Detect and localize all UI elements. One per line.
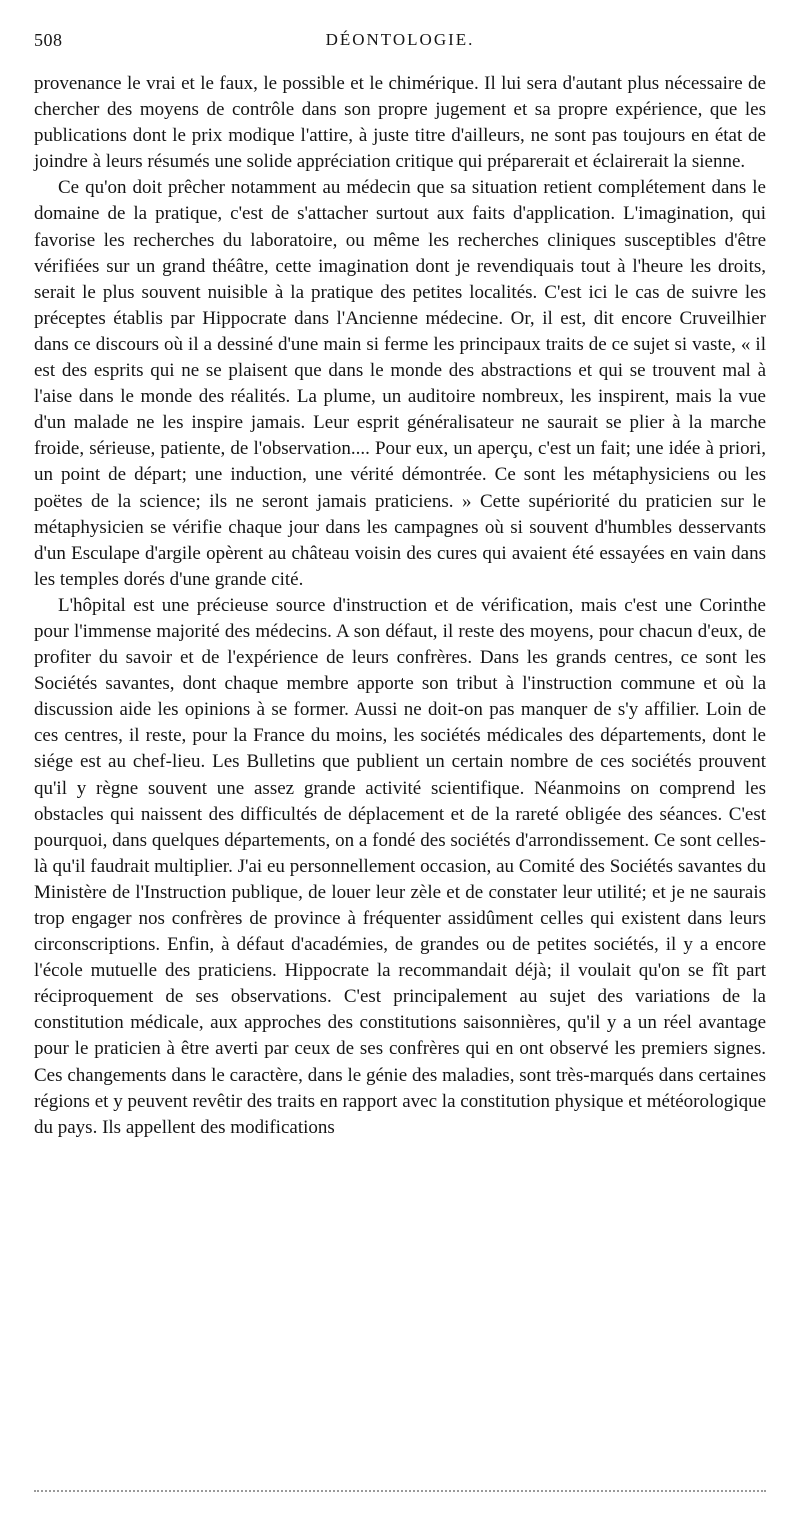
page-header [34,30,766,60]
footer-dotted-rule [34,1490,766,1492]
page-number: 508 [34,30,63,50]
paragraph-hopital: L'hôpital est une précieuse source d'instruction et de vérification, mais c'est une Corinthe pour l'immense majorité des médecins. A son défaut, il reste des moyens, pour chacun d'eux, de profiter du savoir et de l'expérience de leurs confrères. Dans les grands centres, ce sont les Sociétés savantes, dont chaque membre apporte son tribut à l'instruction commune et où la discussion aide les opinions à se former. Aussi ne doit-on pas manquer de s'y affilier. Loin de ces centres, il reste, pour la France du moins, les sociétés médicales des départements, dont le siége est au chef-lieu. Les Bulletins que publient un certain nombre de ces sociétés prouvent qu'il y règne souvent une assez grande activité scientifique. Néanmoins on comprend les obstacles qui naissent des difficultés de déplacement et de la rareté obligée des séances. C'est pourquoi, dans quelques départements, on a fondé des sociétés d'arrondissement. Ce sont celles-là qu'il faudrait multiplier. J'ai eu personnellement occasion, au Comité des Sociétés savantes du Ministère de l'Instruction publique, de louer leur zèle et de constater leur utilité; et je ne saurais trop engager nos confrères de province à fréquenter assidûment celles qui existent dans leurs circonscriptions. Enfin, à défaut d'académies, de grandes ou de petites sociétés, il y a encore l'école mutuelle des praticiens. Hippocrate la recommandait déjà; il voulait qu'on se fît part réciproquement de ses observations. C'est principalement au sujet des variations de la constitution médicale, aux approches des constitutions saisonnières, qu'il y a un réel avantage pour le praticien à être averti par ceux de ses confrères qui en ont observé les premiers signes. Ces changements dans le caractère, dans le génie des maladies, sont très-marqués dans certaines régions et y peuvent revêtir des traits en rapport avec la constitution physique et météorologique du pays. Ils appellent des modifications [34,594,766,1138]
running-title: DÉONTOLOGIE. [325,30,475,49]
paragraph-imagination: Ce qu'on doit prêcher notamment au médecin que sa situation retient complétement dans le domaine de la pratique, c'est de s'attacher surtout aux faits d'application. L'imagination, qui favorise les recherches du laboratoire, ou même les recherches cliniques susceptibles d'être vérifiées sur un grand théâtre, cette imagination dont je revendiquais tout à l'heure les droits, serait le plus souvent nuisible à la pratique des petites localités. C'est ici le cas de suivre les préceptes établis par Hippocrate dans l'Ancienne médecine. Or, il est, dit encore Cruveilhier dans ce discours où il a dessiné d'une main si ferme les principaux traits de ce sujet si vaste, « il est des esprits qui ne se plaisent que dans le monde des abstractions et qui se trouvent mal à l'aise dans le monde des réalités. La plume, un auditoire nombreux, les inspirent, mais la vue d'un malade ne les inspire jamais. Leur esprit généralisateur ne saurait se plier à la marche froide, sérieuse, patiente, de l'observation.... Pour eux, un aperçu, c'est un fait; une idée à priori, un point de départ; une induction, une vérité démontrée. Ce sont les métaphysiciens ou les poëtes de la science; ils ne seront jamais praticiens. » Cette supériorité du praticien sur le métaphysicien se vérifie chaque jour dans les campagnes où si souvent d'humbles desservants d'un Esculape d'argile opèrent au château voisin des cures qui avaient été essayées en vain dans les temples dorés d'une grande cité. [34,177,766,590]
paragraph-continuation: provenance le vrai et le faux, le possible et le chimérique. Il lui sera d'autant plus nécessaire de chercher des moyens de contrôle dans son propre jugement et sa propre expérience, que les publications dont le prix modique l'attire, à juste titre d'ailleurs, ne sont pas toujours en état de joindre à leurs résumés une solide appréciation critique qui préparerait et éclairerait la sienne. [34,73,766,173]
body-text [34,71,766,1141]
